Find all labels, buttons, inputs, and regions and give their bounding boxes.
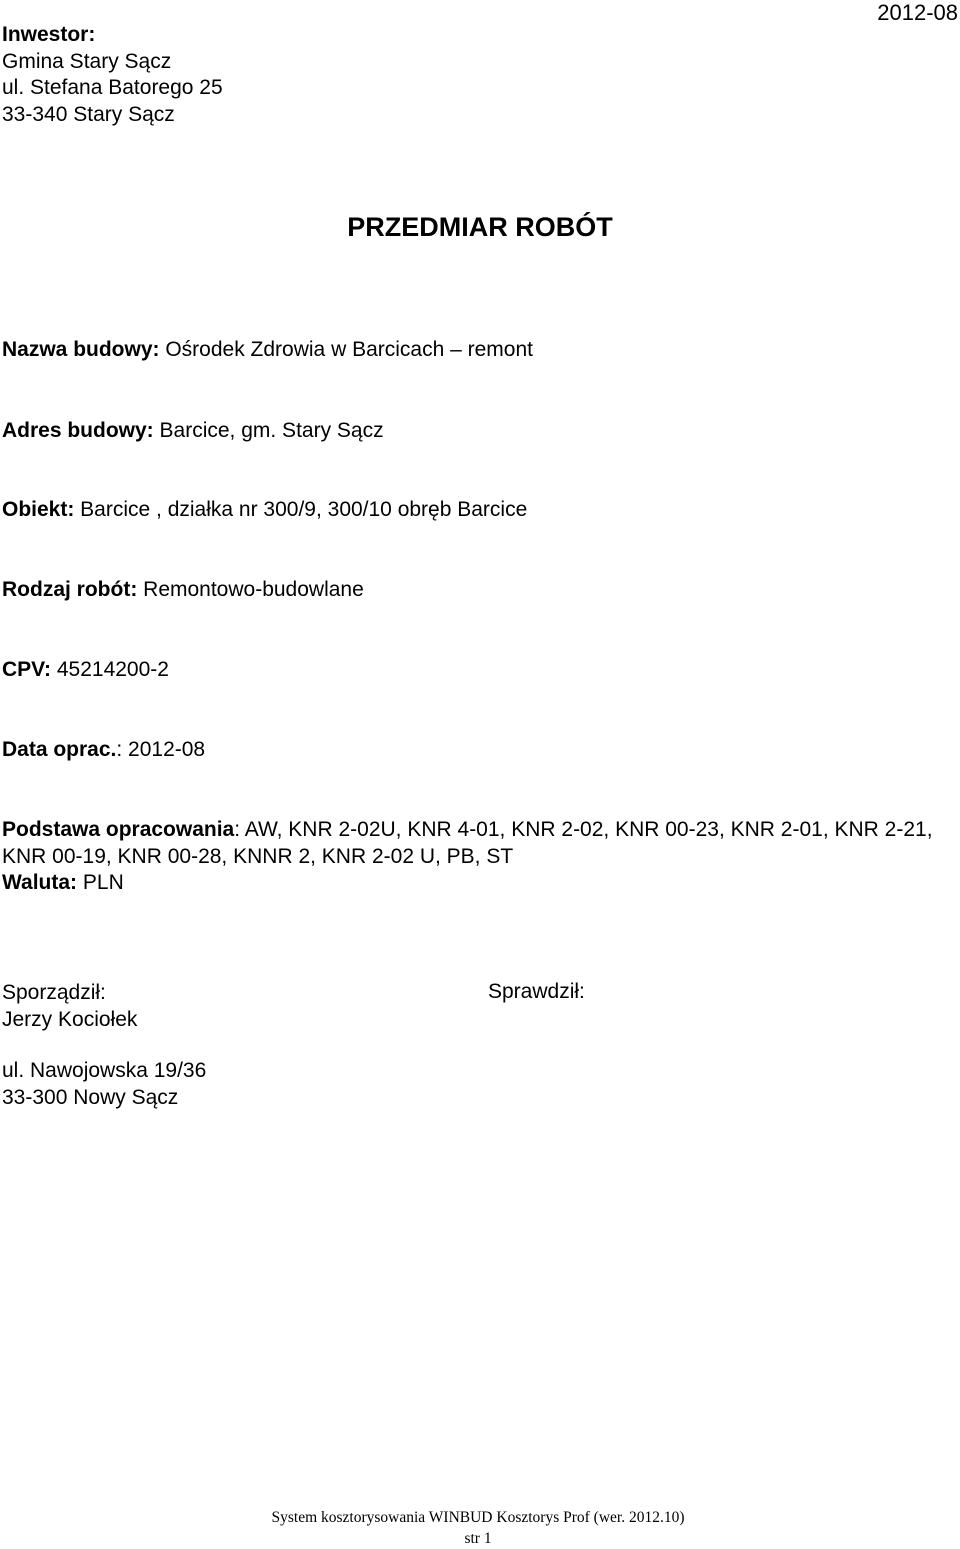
field-label: Nazwa budowy: — [2, 338, 160, 361]
author-city: 33-300 Nowy Sącz — [2, 1086, 179, 1109]
page-footer — [0, 1507, 956, 1549]
field-value: Barcice, gm. Stary Sącz — [153, 419, 384, 442]
field-value: PLN — [77, 871, 124, 894]
field-label: Podstawa opracowania — [2, 818, 235, 841]
prepared-by-block — [2, 979, 137, 1033]
field-waluta — [2, 870, 942, 897]
field-label: Data oprac. — [2, 738, 117, 761]
field-podstawa-opracowania — [2, 817, 942, 870]
prepared-by-name: Jerzy Kociołek — [2, 1008, 138, 1031]
field-label: Obiekt: — [2, 498, 75, 521]
field-cpv — [2, 657, 169, 683]
field-value: 45214200-2 — [51, 658, 169, 681]
field-value: Barcice , działka nr 300/9, 300/10 obręb Barcice — [74, 498, 528, 521]
header-date: 2012-08 — [877, 0, 958, 25]
prepared-by-label: Sporządził: — [2, 981, 106, 1004]
author-street: ul. Nawojowska 19/36 — [2, 1059, 207, 1082]
field-value: Ośrodek Zdrowia w Barcicach – remont — [159, 338, 533, 361]
investor-city: 33-340 Stary Sącz — [2, 102, 175, 126]
investor-label: Inwestor: — [2, 23, 96, 46]
footer-system: System kosztorysowania WINBUD Kosztorys Prof (wer. 2012.10) — [271, 1509, 685, 1526]
field-data-opracowania — [2, 737, 205, 763]
checked-by-label: Sprawdził: — [488, 980, 585, 1003]
field-label: CPV: — [2, 658, 52, 681]
investor-street: ul. Stefana Batorego 25 — [2, 76, 223, 99]
footer-page-number: str 1 — [464, 1530, 492, 1547]
field-value: : AW, KNR 2-02U, KNR 4-01, KNR 2-02, KNR 00-23, KNR 2-01, KNR 2-21, KNR 00-19, KNR 00-28, KNNR 2, KNR 2-02 U, PB, ST — [2, 818, 933, 868]
field-value: : 2012-08 — [116, 738, 206, 761]
field-value: Remontowo-budowlane — [137, 578, 364, 601]
author-address — [2, 1057, 206, 1111]
investor-block — [2, 22, 223, 128]
field-nazwa-budowy — [2, 337, 533, 363]
field-label: Adres budowy: — [2, 419, 154, 442]
field-obiekt — [2, 497, 527, 523]
field-adres-budowy — [2, 418, 384, 444]
field-rodzaj-robot — [2, 577, 364, 603]
investor-name: Gmina Stary Sącz — [2, 49, 172, 73]
field-label: Rodzaj robót: — [2, 578, 138, 601]
document-title: PRZEDMIAR ROBÓT — [347, 212, 613, 242]
field-label: Waluta: — [2, 871, 78, 894]
podstawa-block — [2, 817, 942, 897]
